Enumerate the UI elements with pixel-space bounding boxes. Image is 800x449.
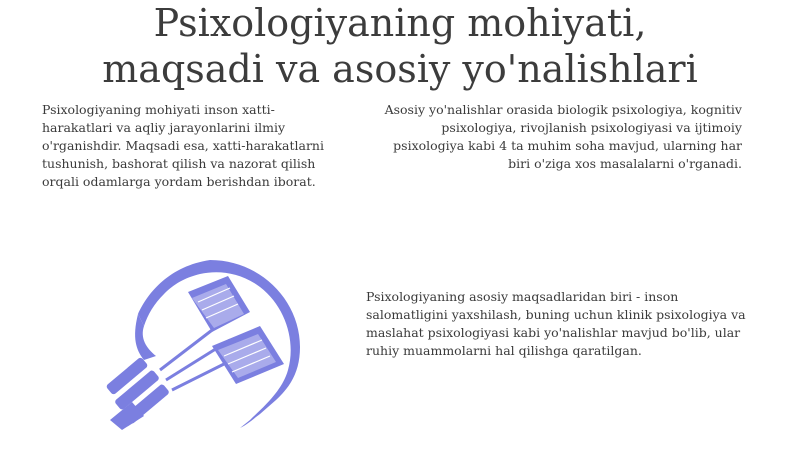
paragraph-directions: Asosiy yo'nalishlar orasida biologik psixologiya, kognitiv psixologiya, rivojlanish psixologiyasi va ijtimoiy psixologiya kabi 4 ta muhim soha mavjud, ularning har biri o'ziga xos masalalarni o'rganadi.: [384, 102, 742, 171]
paragraph-goals: Psixologiyaning asosiy maqsadlaridan biri - inson salomatligini yaxshilash, buning uchun klinik psixologiya va maslahat psixologiyasi kabi yo'nalishlar mavjud bo'lib, ular ruhiy muammolarni hal qilishga qaratilgan.: [366, 289, 746, 358]
paragraph-essence: Psixologiyaning mohiyati inson xatti-harakatlari va aqliy jarayonlarini ilmiy o'rganishdir. Maqsadi esa, xatti-harakatlarni tushunish, bashorat qilish va nazorat qilish orqali odamlarga yordam berishdan iborat.: [42, 102, 324, 189]
lightbulb-book-icon: [100, 252, 310, 432]
title-line-2: maqsadi va asosiy yo'nalishlari: [102, 47, 698, 91]
title-line-1: Psixologiyaning mohiyati,: [153, 1, 647, 45]
slide-title: [0, 0, 800, 92]
